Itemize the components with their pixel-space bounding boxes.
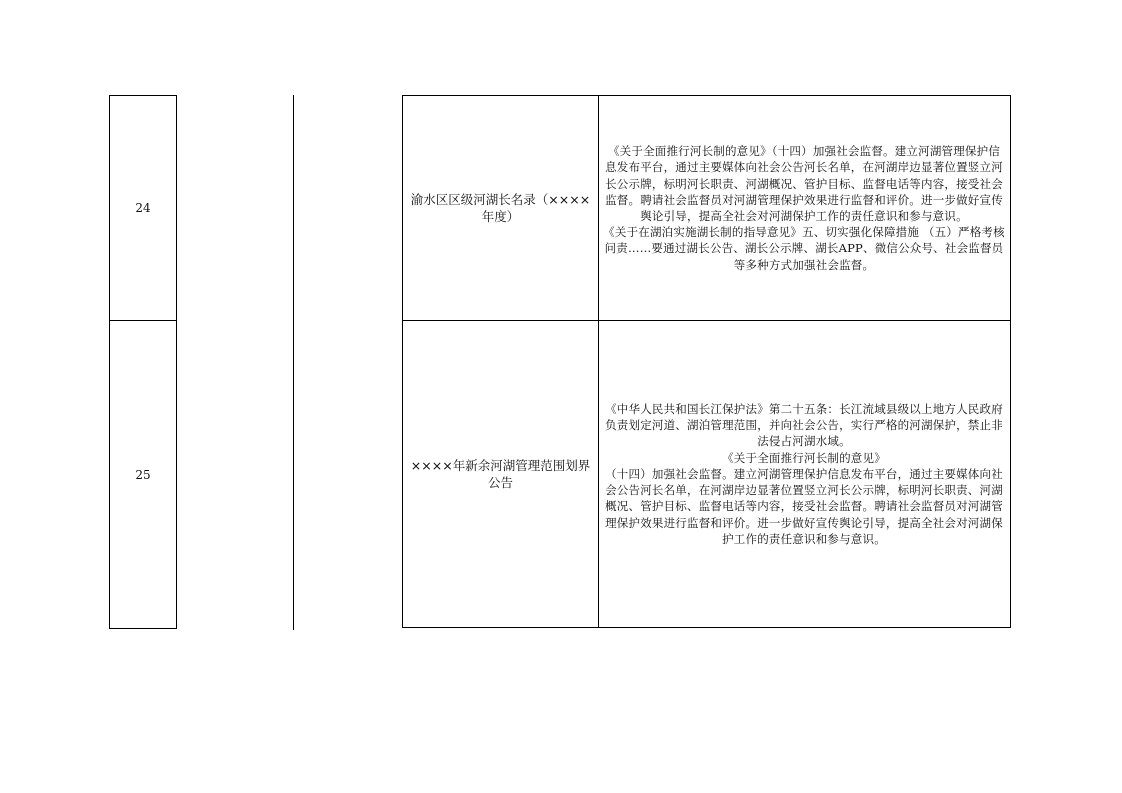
row-number: 25 xyxy=(135,467,151,482)
column-divider xyxy=(293,95,294,630)
table-row xyxy=(403,96,1010,321)
item-name-cell xyxy=(403,321,599,627)
number-column-frame xyxy=(109,95,177,629)
item-name: ××××年新余河湖管理范围划界公告 xyxy=(410,458,591,490)
legal-basis-paragraph: （十四）加强社会监督。建立河湖管理保护信息发布平台，通过主要媒体向社会公告河长名单，在河湖岸边显著位置竖立河长公示牌，标明河长职责、河湖概况、管护目标、监督电话等内容，接受社会监督。聘请社会监督员对河湖管理保护效果进行监督和评价。进一步做好宣传舆论引导，提高全社会对河湖保护工作的责任意识和参与意识。 xyxy=(605,466,1003,546)
legal-basis-paragraph: 《关于全面推行河长制的意见》 xyxy=(722,450,886,465)
item-name-cell xyxy=(403,96,599,320)
table-row xyxy=(403,321,1010,627)
disclosure-table xyxy=(402,95,1011,628)
number-column xyxy=(109,95,295,629)
legal-basis-cell xyxy=(599,96,1009,320)
legal-basis-paragraph: 《关于在湖泊实施湖长制的指导意见》五、切实强化保障措施 （五）严格考核问责……要通过湖长公告、湖长公示牌、湖长APP、微信公众号、社会监督员等多种方式加强社会监督。 xyxy=(603,225,1005,272)
row-number: 24 xyxy=(135,201,151,215)
row-number-cell xyxy=(110,321,176,628)
legal-basis-cell xyxy=(599,321,1009,627)
item-name: 渝水区区级河湖长名录（××××年度） xyxy=(410,192,591,224)
legal-basis-paragraph: 《中华人民共和国长江保护法》第二十五条：长江流域县级以上地方人民政府负责划定河道、湖泊管理范围，并向社会公告，实行严格的河湖保护，禁止非法侵占河湖水域。 xyxy=(605,402,1003,449)
legal-basis-paragraph: 《关于全面推行河长制的意见》（十四）加强社会监督。建立河湖管理保护信息发布平台，通过主要媒体向社会公告河长名单，在河湖岸边显著位置竖立河长公示牌，标明河长职责、河湖概况、管护目标、监督电话等内容，接受社会监督。聘请社会监督员对河湖管理保护效果进行监督和评价。进一步做好宣传舆论引导，提高全社会对河湖保护工作的责任意识和参与意识。 xyxy=(605,144,1003,223)
legal-basis-text xyxy=(603,143,1005,273)
row-number-cell xyxy=(110,96,176,321)
legal-basis-text xyxy=(603,401,1005,547)
